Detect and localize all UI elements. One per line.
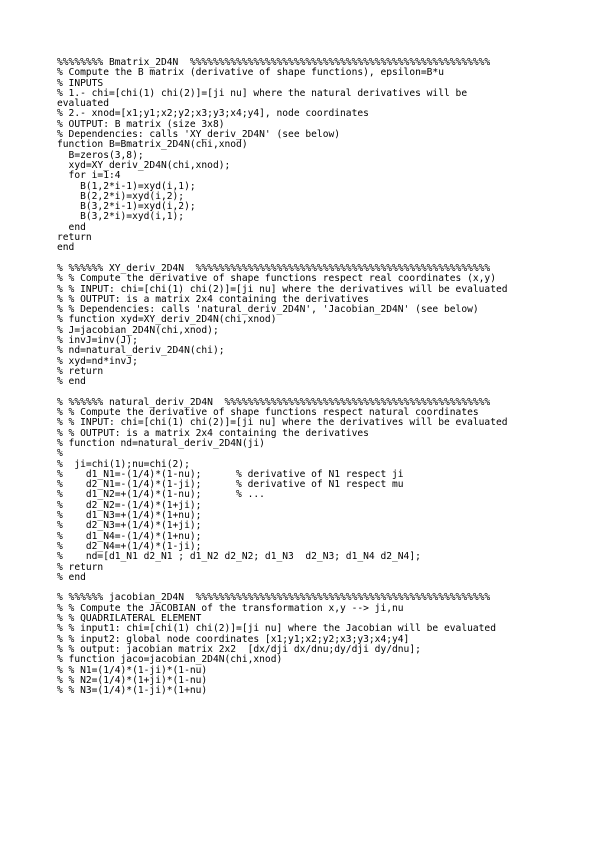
code-line: for i=1:4 bbox=[57, 170, 121, 182]
code-line: % function xyd=XY_deriv_2D4N(chi,xnod) bbox=[57, 314, 277, 326]
code-line: % OUTPUT: B matrix (size 3x8) bbox=[57, 118, 225, 130]
code-line: % Dependencies: calls 'XY_deriv_2D4N' (see below) bbox=[57, 129, 341, 141]
code-line: % nd=natural_deriv_2D4N(chi); bbox=[57, 345, 225, 357]
code-line: % end bbox=[57, 376, 86, 388]
code-line: % return bbox=[57, 365, 104, 377]
code-line: % xyd=nd*invJ; bbox=[57, 355, 138, 367]
code-line: % function nd=natural_deriv_2D4N(ji) bbox=[57, 437, 265, 449]
code-line: % % INPUT: chi=[chi(1) chi(2)]=[ji nu] where the derivatives will be evaluated bbox=[57, 417, 508, 429]
code-line: xyd=XY_deriv_2D4N(chi,xnod); bbox=[57, 159, 231, 171]
code-line: % % INPUT: chi=[chi(1) chi(2)]=[ji nu] where the derivatives will be evaluated bbox=[57, 283, 508, 295]
code-line: % %%%%%% natural_deriv_2D4N %%%%%%%%%%%%%%%%%%%%%%%%%%%%%%%%%%%%%%%%%%%%%% bbox=[57, 396, 491, 408]
code-line: % invJ=inv(J); bbox=[57, 335, 138, 347]
code-block bbox=[57, 593, 592, 696]
code-block bbox=[57, 58, 592, 254]
code-line: B(2,2*i)=xyd(i,2); bbox=[57, 190, 185, 202]
code-line: % d2_N3=+(1/4)*(1+ji); bbox=[57, 520, 202, 532]
code-line: % 2.- xnod=[x1;y1;x2;y2;x3;y3;x4;y4], node coordinates bbox=[57, 108, 369, 120]
code-line: % %%%%%% XY_deriv_2D4N %%%%%%%%%%%%%%%%%%%%%%%%%%%%%%%%%%%%%%%%%%%%%%%%%%% bbox=[57, 262, 491, 274]
code-line: end bbox=[57, 221, 86, 233]
code-line: function B=Bmatrix_2D4N(chi,xnod) bbox=[57, 139, 248, 151]
code-line: % % N1=(1/4)*(1-ji)*(1-nu) bbox=[57, 664, 208, 676]
code-block bbox=[57, 264, 592, 388]
code-line: % % N2=(1/4)*(1+ji)*(1-nu) bbox=[57, 674, 208, 686]
code-line: % % N3=(1/4)*(1-ji)*(1+nu) bbox=[57, 685, 208, 697]
code-line: % d1_N3=+(1/4)*(1+nu); bbox=[57, 510, 202, 522]
code-line: % J=jacobian_2D4N(chi,xnod); bbox=[57, 324, 219, 336]
code-line: B(3,2*i)=xyd(i,1); bbox=[57, 211, 185, 223]
code-line: % bbox=[57, 448, 63, 460]
code-line: B=zeros(3,8); bbox=[57, 149, 144, 161]
code-line: % % Compute the JACOBIAN of the transformation x,y --> ji,nu bbox=[57, 602, 404, 614]
code-line: % d1_N2=+(1/4)*(1-nu); % ... bbox=[57, 489, 265, 501]
code-line: % nd=[d1_N1 d2_N1 ; d1_N2 d2_N2; d1_N3 d2_N3; d1_N4 d2_N4]; bbox=[57, 551, 421, 563]
code-line: % d2_N1=-(1/4)*(1-ji); % derivative of N1 respect mu bbox=[57, 479, 404, 491]
code-line: % d2_N2=-(1/4)*(1+ji); bbox=[57, 499, 202, 511]
code-line: % % output: jacobian matrix 2x2 [dx/dji dx/dnu;dy/dji dy/dnu]; bbox=[57, 643, 421, 655]
code-line: B(1,2*i-1)=xyd(i,1); bbox=[57, 180, 196, 192]
code-block bbox=[57, 398, 592, 583]
code-line: % % OUTPUT: is a matrix 2x4 containing the derivatives bbox=[57, 427, 369, 439]
code-line: % function jaco=jacobian_2D4N(chi,xnod) bbox=[57, 654, 283, 666]
code-line: % % Dependencies: calls 'natural_deriv_2D4N', 'Jacobian_2D4N' (see below) bbox=[57, 304, 479, 316]
code-line: % end bbox=[57, 571, 86, 583]
code-line: % return bbox=[57, 561, 104, 573]
code-line: % % OUTPUT: is a matrix 2x4 containing the derivatives bbox=[57, 293, 369, 305]
code-line: % d1_N1=-(1/4)*(1-nu); % derivative of N1 respect ji bbox=[57, 468, 404, 480]
code-line: % % QUADRILATERAL ELEMENT bbox=[57, 613, 202, 625]
code-line: % ji=chi(1);nu=chi(2); bbox=[57, 458, 190, 470]
matlab-code-listing bbox=[57, 58, 592, 696]
code-line: % INPUTS bbox=[57, 77, 104, 89]
code-line: % % Compute the derivative of shape functions respect real coordinates (x,y) bbox=[57, 273, 496, 285]
code-line: % % Compute the derivative of shape functions respect natural coordinates bbox=[57, 407, 479, 419]
code-line: % 1.- chi=[chi(1) chi(2)]=[ji nu] where the natural derivatives will be bbox=[57, 87, 468, 99]
code-line: % d1_N4=-(1/4)*(1+nu); bbox=[57, 530, 202, 542]
code-line: % d2_N4=+(1/4)*(1-ji); bbox=[57, 540, 202, 552]
code-line: B(3,2*i-1)=xyd(i,2); bbox=[57, 201, 196, 213]
code-line: % %%%%%% jacobian_2D4N %%%%%%%%%%%%%%%%%%%%%%%%%%%%%%%%%%%%%%%%%%%%%%%%%%% bbox=[57, 592, 491, 604]
code-line: evaluated bbox=[57, 98, 109, 110]
code-line: end bbox=[57, 242, 75, 254]
code-line: return bbox=[57, 232, 92, 244]
code-line: %%%%%%%% Bmatrix_2D4N %%%%%%%%%%%%%%%%%%%%%%%%%%%%%%%%%%%%%%%%%%%%%%%%%%%% bbox=[57, 57, 491, 68]
code-line: % Compute the B matrix (derivative of shape functions), epsilon=B*u bbox=[57, 67, 444, 79]
code-line: % % input2: global node coordinates [x1;y1;x2;y2;x3;y3;x4;y4] bbox=[57, 633, 410, 645]
code-line: % % input1: chi=[chi(1) chi(2)]=[ji nu] where the Jacobian will be evaluated bbox=[57, 623, 496, 635]
